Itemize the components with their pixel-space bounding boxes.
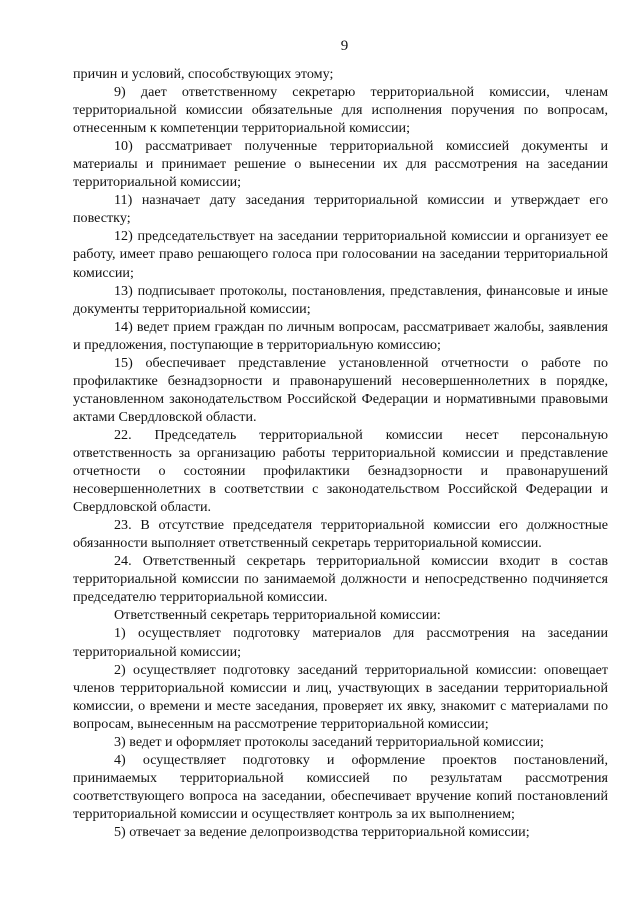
page-number: 9 — [340, 38, 349, 54]
paragraph: Ответственный секретарь территориальной комиссии: — [114, 607, 441, 624]
paragraph: 2) осуществляет подготовку заседаний территориальной комиссии: оповещает членов территориальной комиссии и лиц, участвующих в заседании территориальной комиссии, о времени и месте заседания, проверяет их явку, знакомит с материалами по вопросам, вынесенным на рассмотрение территориальной комиссии; — [73, 661, 608, 732]
paragraph: 3) ведет и оформляет протоколы заседаний территориальной комиссии; — [114, 733, 544, 750]
paragraph: 9) дает ответственному секретарю территориальной комиссии, членам территориальной комиссии обязательные для исполнения поручения по вопросам, отнесенным к компетенции территориальной комиссии; — [73, 84, 608, 137]
paragraph: 22. Председатель территориальной комиссии несет персональную ответственность за организацию работы территориальной комиссии и представление отчетности о состоянии профилактики безнадзорности и правонарушений несовершеннолетних в соответствии с законодательством Российской Федерации и Свердловской области. — [73, 426, 608, 516]
paragraph: причин и условий, способствующих этому; — [73, 66, 334, 82]
document-body — [73, 65, 608, 841]
paragraph: 15) обеспечивает представление установленной отчетности о работе по профилактике безнадзорности и правонарушений несовершеннолетних в порядке, установленном законодательством Российской Федерации и нормативными правовыми актами Свердловской области. — [73, 354, 608, 425]
paragraph: 10) рассматривает полученные территориальной комиссией документы и материалы и принимает решение о вынесении их для рассмотрения на заседании территориальной комиссии; — [73, 138, 608, 191]
paragraph: 5) отвечает за ведение делопроизводства территориальной комиссии; — [114, 823, 530, 840]
paragraph: 4) осуществляет подготовку и оформление проектов постановлений, принимаемых территориальной комиссией по результатам рассмотрения соответствующего вопроса на заседании, обеспечивает вручение копий постановлений территориальной комиссии и осуществляет контроль за их выполнением; — [73, 751, 608, 822]
paragraph: 11) назначает дату заседания территориальной комиссии и утверждает его повестку; — [73, 192, 608, 227]
paragraph: 1) осуществляет подготовку материалов для рассмотрения на заседании территориальной комиссии; — [73, 625, 608, 660]
paragraph: 12) председательствует на заседании территориальной комиссии и организует ее работу, имеет право решающего голоса при голосовании на заседании территориальной комиссии; — [73, 228, 608, 281]
paragraph: 23. В отсутствие председателя территориальной комиссии его должностные обязанности выполняет ответственный секретарь территориальной комиссии. — [73, 517, 608, 552]
paragraph: 24. Ответственный секретарь территориальной комиссии входит в состав территориальной комиссии по занимаемой должности и непосредственно подчиняется председателю территориальной комиссии. — [73, 553, 608, 606]
paragraph: 14) ведет прием граждан по личным вопросам, рассматривает жалобы, заявления и предложения, поступающие в территориальную комиссию; — [73, 318, 608, 353]
paragraph: 13) подписывает протоколы, постановления, представления, финансовые и иные документы территориальной комиссии; — [73, 282, 608, 317]
